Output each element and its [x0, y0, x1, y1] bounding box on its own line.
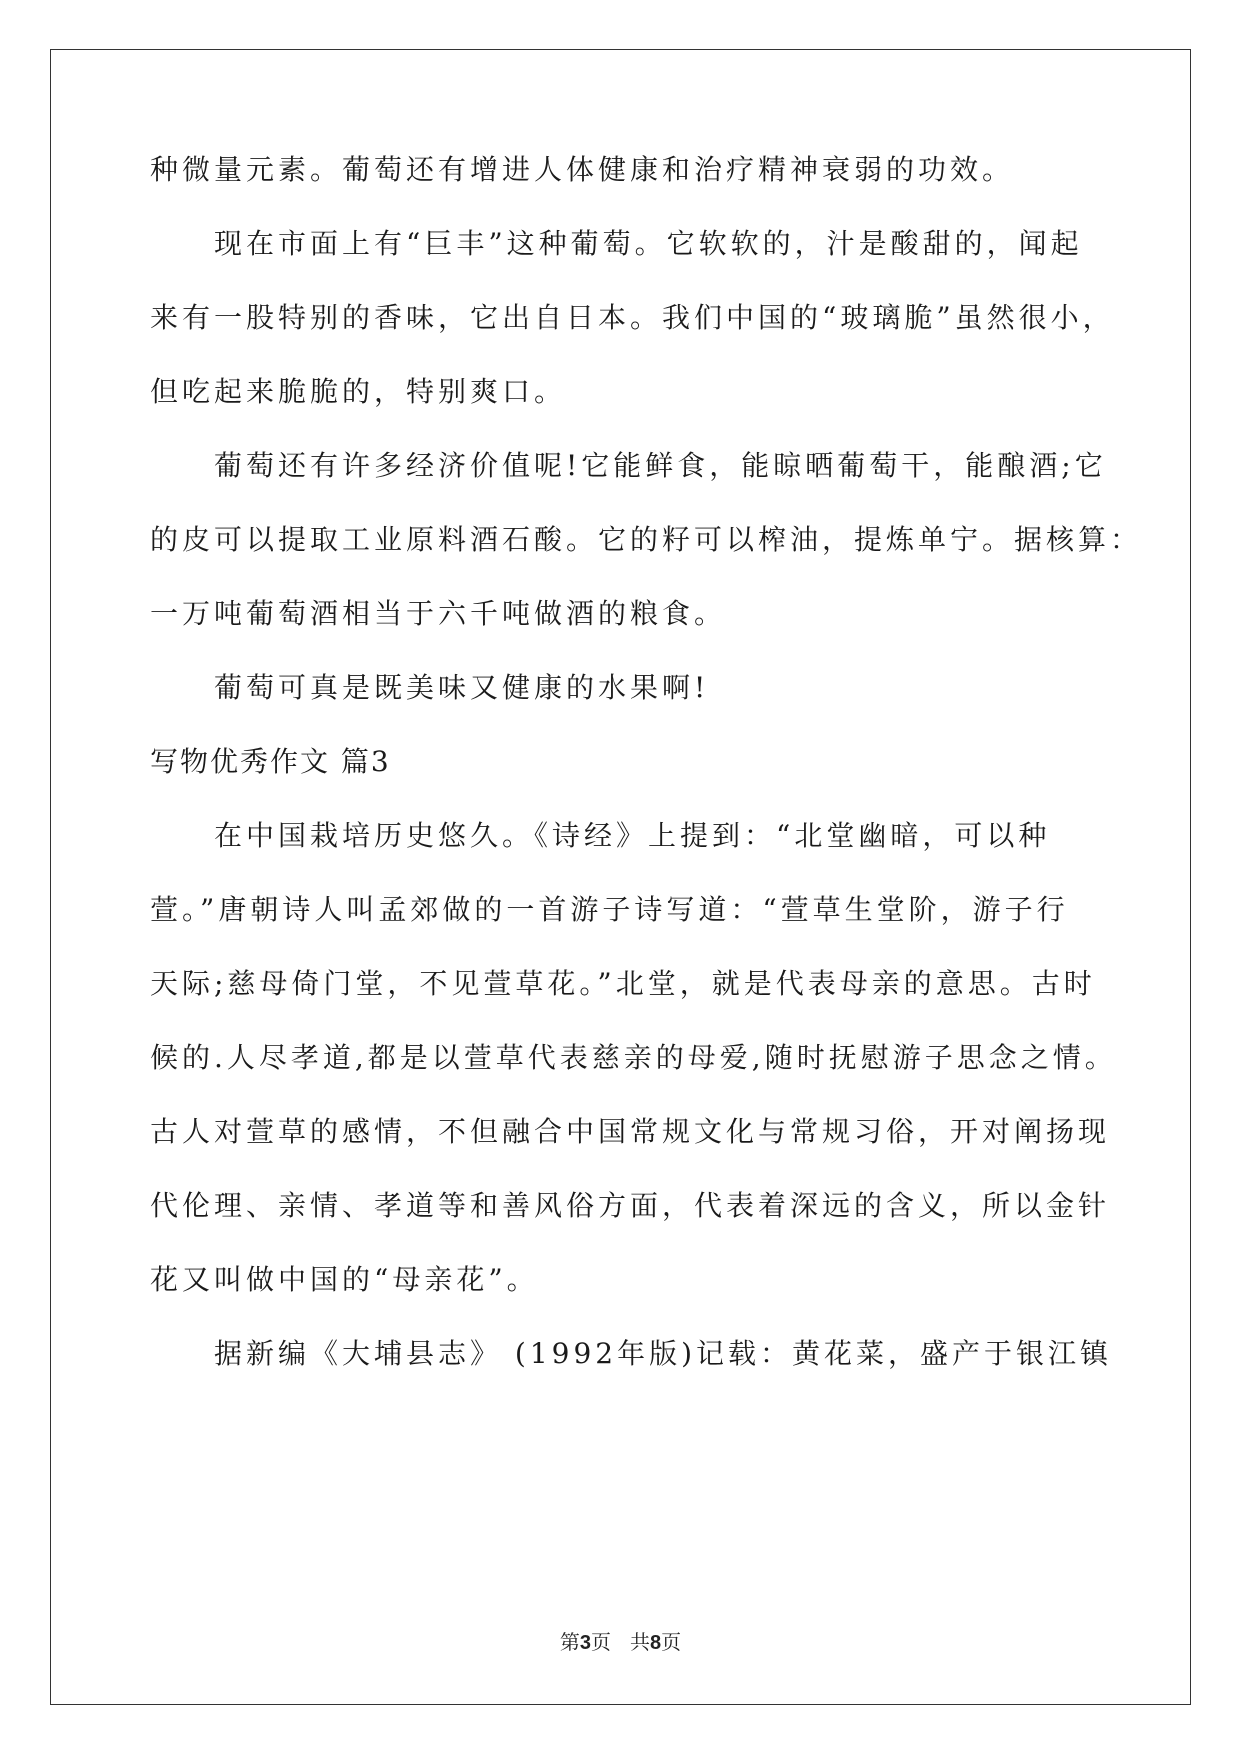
text-line: 花又叫做中国的“母亲花”。 — [150, 1263, 539, 1296]
footer-suffix: 页 — [661, 1630, 682, 1654]
text-line: 葡萄可真是既美味又健康的水果啊! — [214, 671, 710, 704]
text-line: 代伦理、亲情、孝道等和善风俗方面，代表着深远的含义，所以金针 — [150, 1189, 1111, 1222]
text-line: 种微量元素。葡萄还有增进人体健康和治疗精神衰弱的功效。 — [150, 153, 1015, 186]
text-line: 天际;慈母倚门堂，不见萱草花。”北堂，就是代表母亲的意思。古时 — [150, 967, 1096, 1000]
text-line: 现在市面上有“巨丰”这种葡萄。它软软的，汁是酸甜的，闻起 — [214, 227, 1083, 260]
text-line: 的皮可以提取工业原料酒石酸。它的籽可以榨油，提炼单宁。据核算： — [150, 523, 1143, 556]
text-line: 来有一股特别的香味，它出自日本。我们中国的“玻璃脆”虽然很小， — [150, 301, 1115, 334]
text-line: 一万吨葡萄酒相当于六千吨做酒的粮食。 — [150, 597, 727, 630]
text-line: 葡萄还有许多经济价值呢!它能鲜食，能晾晒葡萄干，能酿酒;它 — [214, 449, 1107, 482]
section-heading: 写物优秀作文 篇3 — [150, 745, 391, 778]
text-line: 在中国栽培历史悠久。《诗经》上提到：“北堂幽暗，可以种 — [214, 819, 1051, 852]
page-total: 8 — [650, 1632, 662, 1654]
text-line: 候的.人尽孝道,都是以萱草代表慈亲的母爱,随时抚慰游子思念之情。 — [150, 1041, 1117, 1074]
text-line: 萱。”唐朝诗人叫孟郊做的一首游子诗写道：“萱草生堂阶，游子行 — [150, 893, 1069, 926]
footer-prefix: 第 — [559, 1630, 580, 1654]
footer-middle: 页 共 — [590, 1630, 651, 1654]
page-footer — [0, 1626, 1241, 1655]
page-number: 3 — [579, 1632, 591, 1654]
text-line: 但吃起来脆脆的，特别爽口。 — [150, 375, 567, 408]
text-line: 据新编《大埔县志》 (1992年版)记载：黄花菜，盛产于银江镇 — [214, 1337, 1113, 1370]
text-line: 古人对萱草的感情，不但融合中国常规文化与常规习俗，开对阐扬现 — [150, 1115, 1111, 1148]
